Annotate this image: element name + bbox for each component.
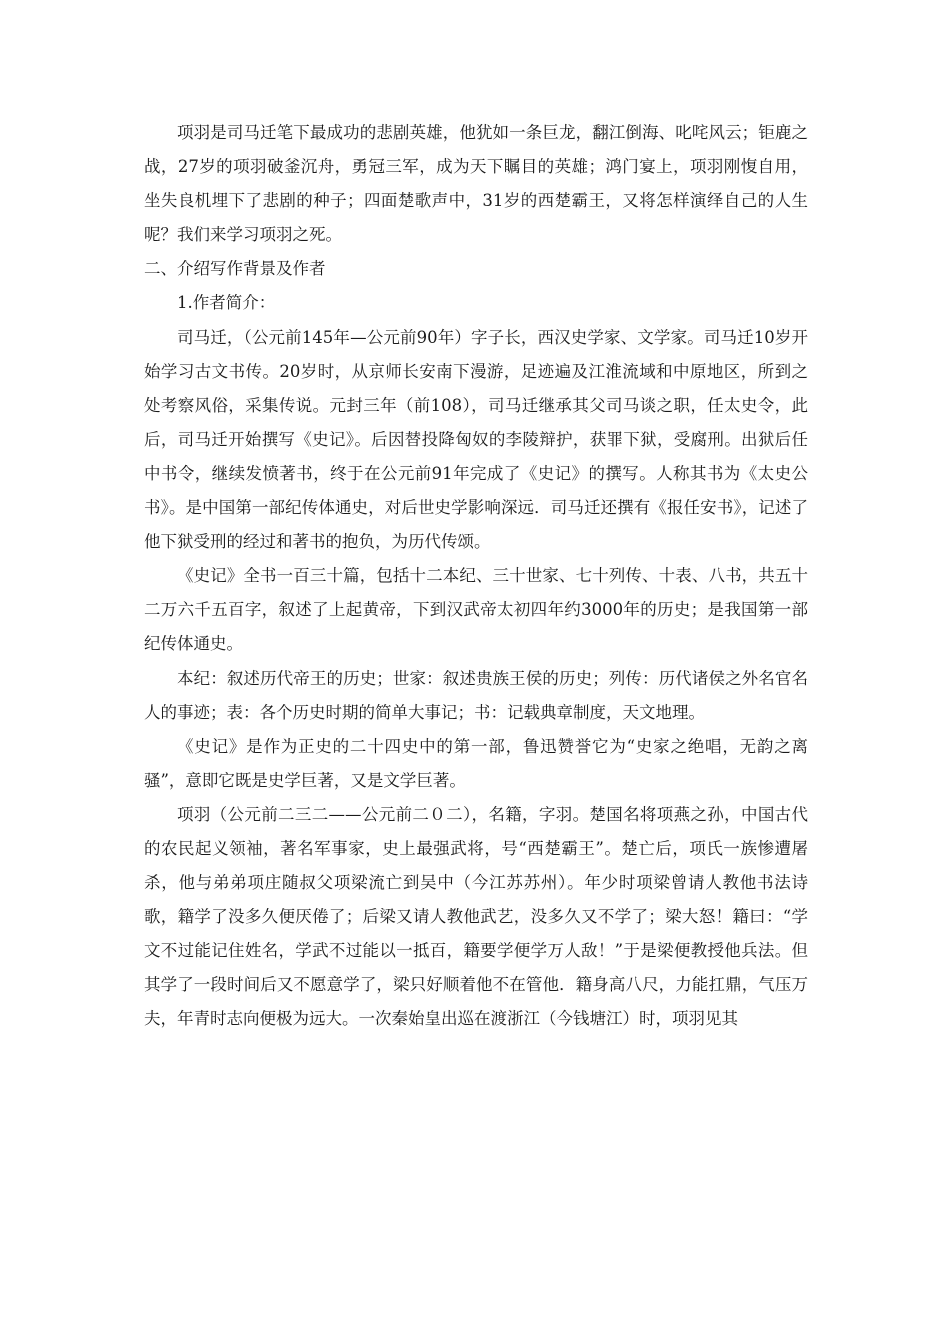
lu-xun-paragraph: 《史记》是作为正史的二十四史中的第一部，鲁迅赞誉它为“史家之绝唱，无韵之离骚”，意即它既是史学巨著，又是文学巨著。: [144, 736, 808, 790]
xiang-yu-paragraph: 项羽（公元前二三二——公元前二０二），名籍，字羽。楚国名将项燕之孙，中国古代的农民起义领袖，著名军事家，史上最强武将，号“西楚霸王”。楚亡后，项氏一族惨遭屠杀，他与弟弟项庄随叔父项梁流亡到吴中（今江苏苏州）。年少时项梁曾请人教他书法诗歌，籍学了没多久便厌倦了；后梁又请人教他武艺，没多久又不学了；梁大怒！籍曰：“学文不过能记住姓名，学武不过能以一抵百，籍要学便学万人敌！”于是梁便教授他兵法。但其学了一段时间后又不愿意学了，梁只好顺着他不在管他．籍身高八尺，力能扛鼎，气压万夫，年青时志向便极为远大。一次秦始皇出巡在渡浙江（今钱塘江）时，项羽见其: [144, 804, 808, 1029]
author-subheading: 1.作者简介：: [177, 293, 276, 313]
shiji-paragraph: 《史记》全书一百三十篇，包括十二本纪、三十世家、七十列传、十表、八书，共五十二万六千五百字，叙述了上起黄帝，下到汉武帝太初四年约3000年的历史；是我国第一部纪传体通史。: [144, 566, 808, 654]
intro-paragraph: 项羽是司马迁笔下最成功的悲剧英雄，他犹如一条巨龙，翻江倒海、叱咤风云；钜鹿之战，27岁的项羽破釜沉舟，勇冠三军，成为天下瞩目的英雄；鸿门宴上，项羽刚愎自用，坐失良机埋下了悲剧的种子；四面楚歌声中，31岁的西楚霸王，又将怎样演绎自己的人生呢？我们来学习项羽之死。: [144, 123, 808, 245]
sima-qian-paragraph: 司马迁，（公元前145年—公元前90年）字子长，西汉史学家、文学家。司马迁10岁开始学习古文书传。20岁时，从京师长安南下漫游，足迹遍及江淮流域和中原地区，所到之处考察风俗，采集传说。元封三年（前108），司马迁继承其父司马谈之职，任太史令，此后，司马迁开始撰写《史记》。后因替投降匈奴的李陵辩护，获罪下狱，受腐刑。出狱后任中书令，继续发愤著书，终于在公元前91年完成了《史记》的撰写。人称其书为《太史公书》。是中国第一部纪传体通史，对后世史学影响深远．司马迁还撰有《报任安书》，记述了他下狱受刑的经过和著书的抱负，为历代传颂。: [144, 327, 808, 552]
section-heading: 二、介绍写作背景及作者: [144, 259, 326, 279]
categories-paragraph: 本纪：叙述历代帝王的历史；世家：叙述贵族王侯的历史；列传：历代诸侯之外名官名人的事迹；表：各个历史时期的简单大事记；书：记载典章制度，天文地理。: [144, 668, 808, 722]
document-body: [144, 116, 808, 1037]
